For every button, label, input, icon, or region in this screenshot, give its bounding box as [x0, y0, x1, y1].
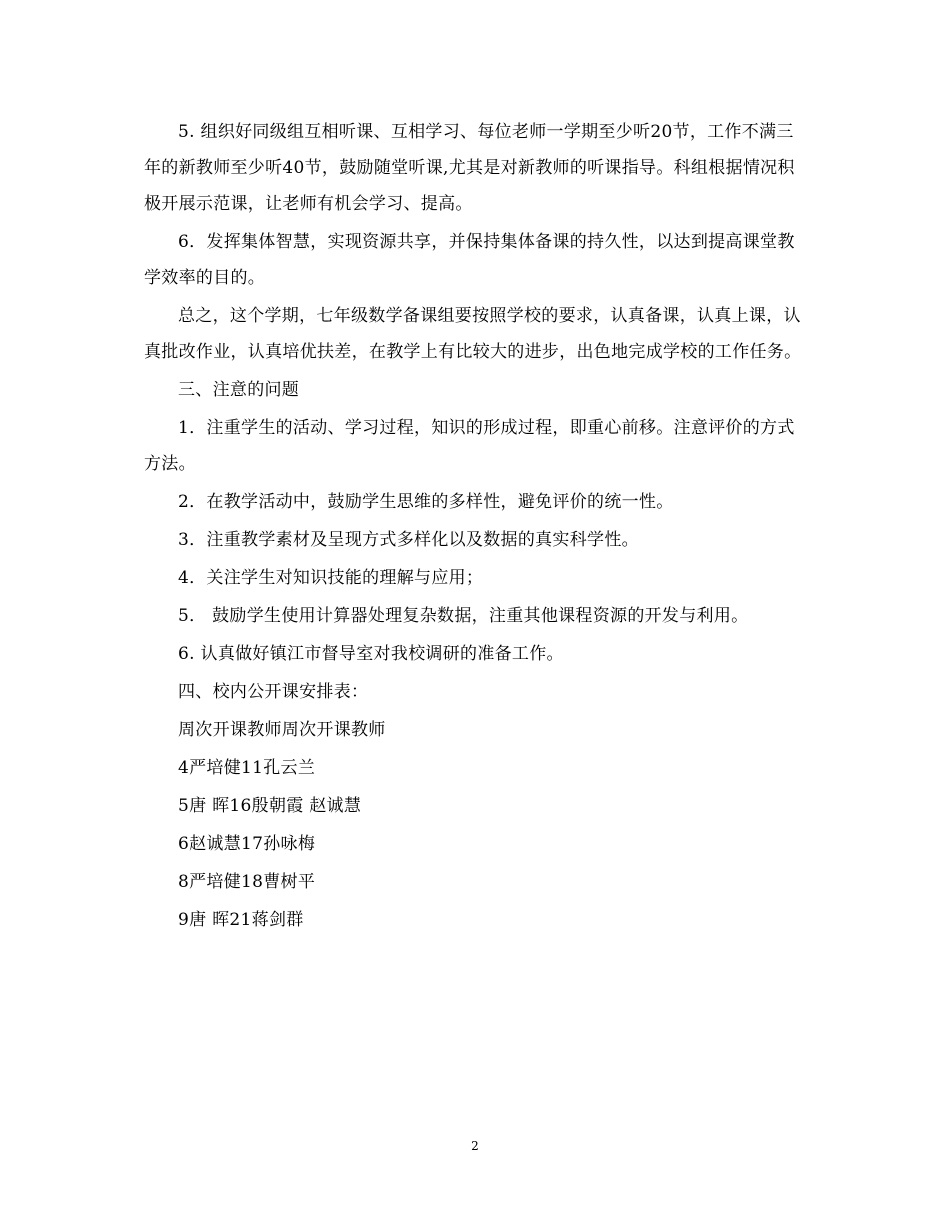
note-item-3: 3．注重教学素材及呈现方式多样化以及数据的真实科学性。	[178, 530, 639, 550]
section-heading-notes: 三、注意的问题	[178, 380, 300, 400]
paragraph-summary: 总之，这个学期，七年级数学备课组要按照学校的要求，认真备课，认真上课，认真批改作业，认真培优扶差，在教学上有比较大的进步，出色地完成学校的工作任务。	[144, 306, 802, 362]
schedule-row: 9唐 晖21蒋剑群	[178, 910, 304, 930]
note-item-6: 6. 认真做好镇江市督导室对我校调研的准备工作。	[178, 644, 564, 664]
schedule-row: 5唐 晖16殷朝霞 赵诚慧	[178, 796, 362, 816]
schedule-row: 6赵诚慧17孙咏梅	[178, 834, 316, 854]
note-item-4: 4．关注学生对知识技能的理解与应用；	[178, 568, 484, 588]
document-body	[144, 114, 809, 940]
paragraph-item-6-collective: 6．发挥集体智慧，实现资源共享，并保持集体备课的持久性，以达到提高课堂教学效率的目的。	[144, 232, 795, 288]
schedule-row: 8严培健18曹树平	[178, 872, 316, 892]
note-item-1: 1．注重学生的活动、学习过程，知识的形成过程，即重心前移。注意评价的方式方法。	[144, 418, 795, 474]
section-heading-schedule: 四、校内公开课安排表：	[178, 682, 369, 702]
schedule-row: 4严培健11孔云兰	[178, 758, 316, 778]
note-item-2: 2．在教学活动中，鼓励学生思维的多样性，避免评价的统一性。	[178, 492, 674, 512]
paragraph-item-5-observation: 5. 组织好同级组互相听课、互相学习、每位老师一学期至少听20节，工作不满三年的新教师至少听40节，鼓励随堂听课,尤其是对新教师的听课指导。科组根据情况积极开展示范课，让老师有机会学习、提高。	[144, 122, 795, 214]
page-number: 2	[471, 1139, 479, 1153]
schedule-header-row: 周次开课教师周次开课教师	[178, 720, 386, 740]
note-item-5: 5． 鼓励学生使用计算器处理复杂数据，注重其他课程资源的开发与利用。	[178, 606, 749, 626]
